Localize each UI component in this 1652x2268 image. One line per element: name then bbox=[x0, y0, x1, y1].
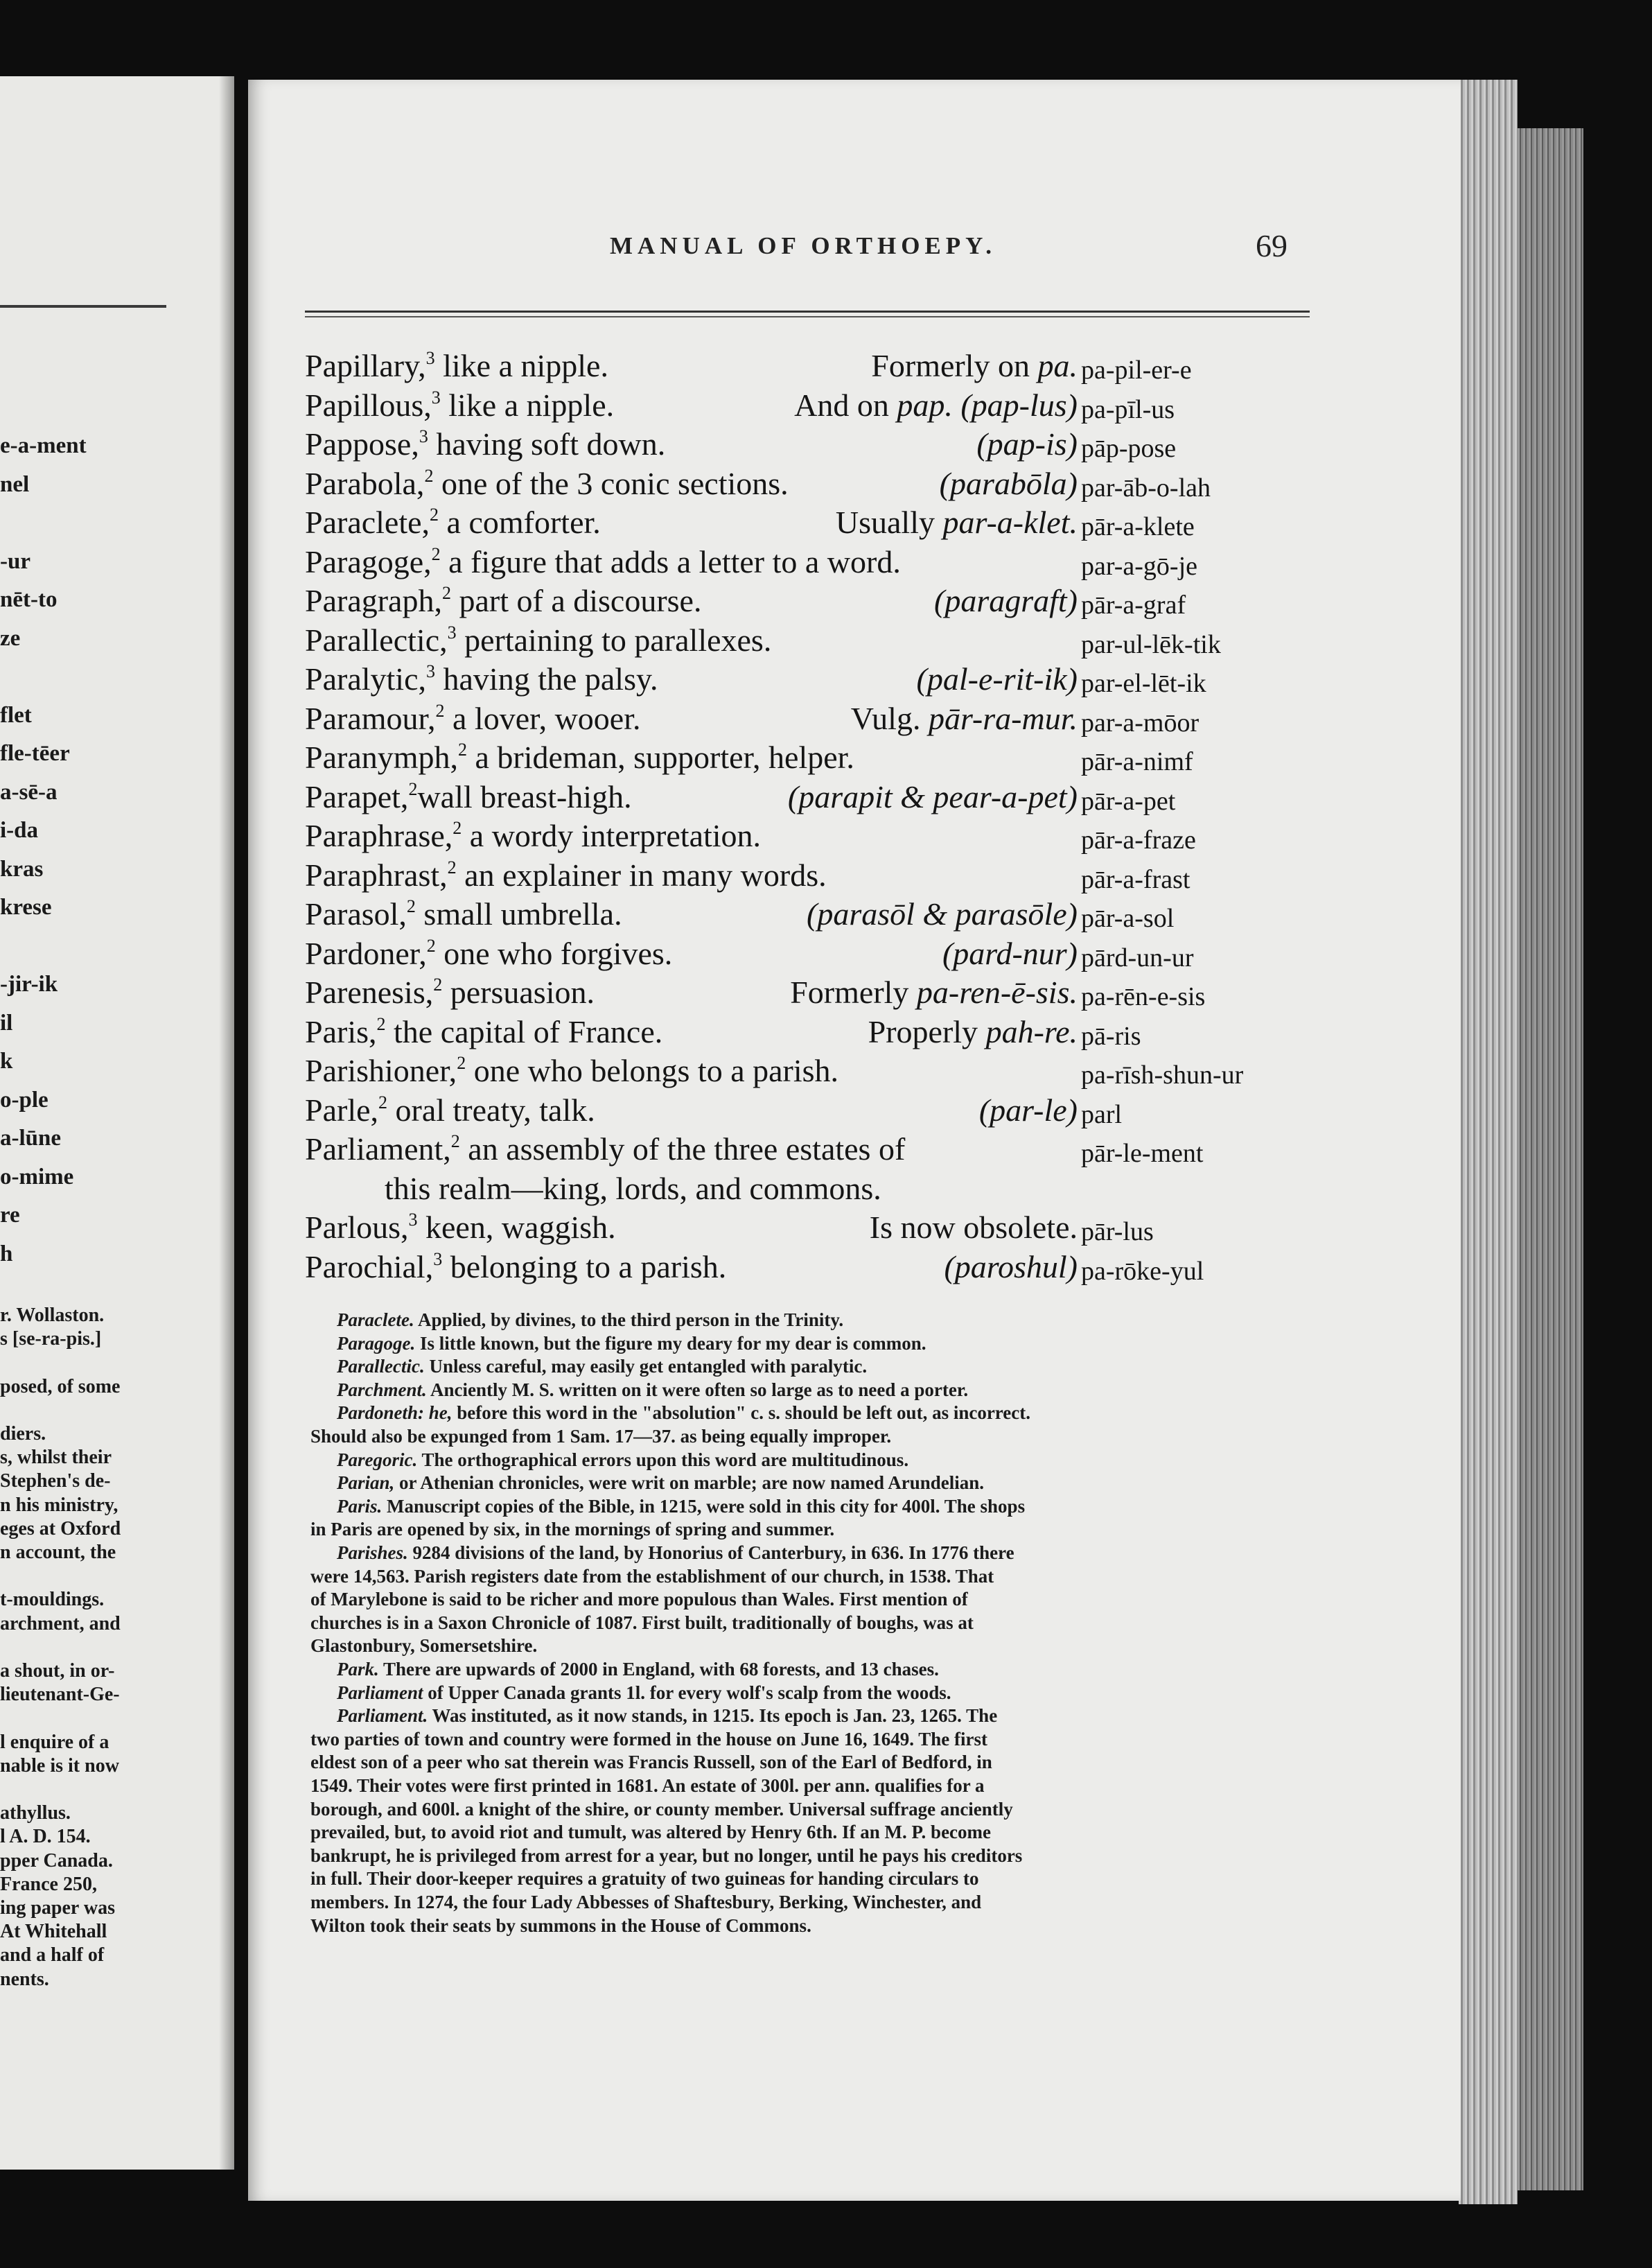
footnote-text: two parties of town and country were formed in the house on June 16, 1649. The first bbox=[310, 1728, 987, 1750]
entry-text: like a nipple. bbox=[434, 348, 608, 383]
left-page-fragment: h bbox=[0, 1241, 13, 1266]
entry-headword: Parochial, bbox=[305, 1248, 434, 1284]
footnote-line bbox=[337, 1449, 1342, 1472]
entry-definition bbox=[305, 778, 632, 817]
page-number: 69 bbox=[1256, 228, 1288, 263]
entry-pronunciation: parl bbox=[1081, 1099, 1123, 1129]
entry-superscript: 2 bbox=[450, 1131, 460, 1151]
running-head: MANUAL OF ORTHOEPY. bbox=[610, 232, 996, 259]
entry-superscript: 2 bbox=[435, 700, 445, 721]
entry-note-italic: pa. bbox=[1037, 348, 1078, 383]
entry-headword: Paraphrast, bbox=[305, 857, 448, 893]
footnote-term: Park. bbox=[337, 1659, 379, 1680]
entry-text: like a nipple. bbox=[440, 387, 615, 423]
footnote-term: Paragoge. bbox=[337, 1332, 416, 1354]
footnote-text: Anciently M. S. written on it were often so large as to need a porter. bbox=[426, 1379, 969, 1400]
left-page-fragment: nable is it now bbox=[0, 1754, 119, 1777]
entry-headword: Parishioner, bbox=[305, 1053, 457, 1088]
entry-pronunciation: pār-a-pet bbox=[1081, 786, 1176, 816]
entry-note-text: Vulg. bbox=[850, 700, 929, 736]
footnote-text: or Athenian chronicles, were writ on marble; are now named Arundelian. bbox=[394, 1472, 985, 1494]
entry-note-italic: (parabōla) bbox=[939, 465, 1078, 501]
footnote-term: Parallectic. bbox=[337, 1356, 425, 1377]
footnote-text: Wilton took their seats by summons in the House of Commons. bbox=[310, 1914, 811, 1936]
entry-superscript: 2 bbox=[458, 740, 468, 760]
entry-definition bbox=[305, 621, 771, 660]
entry-superscript: 3 bbox=[431, 387, 441, 408]
entry-headword: Paragraph, bbox=[305, 583, 442, 618]
entry-row bbox=[305, 543, 1289, 582]
footnote-text: borough, and 600l. a knight of the shire, or county member. Universal suffrage anciently bbox=[310, 1798, 1013, 1820]
left-page-fragment: i-da bbox=[0, 818, 39, 843]
footnote-line bbox=[310, 1634, 1315, 1657]
entry-note bbox=[794, 386, 1078, 425]
footnote-line bbox=[310, 1518, 1315, 1541]
left-page-rule bbox=[0, 305, 166, 308]
entry-note-italic: (parasōl & parasōle) bbox=[807, 896, 1078, 932]
entry-definition bbox=[305, 386, 614, 425]
entry-headword: Paranymph, bbox=[305, 740, 459, 775]
entry-row bbox=[305, 856, 1289, 895]
footnote-term: Paraclete. bbox=[337, 1309, 414, 1330]
footnote-text: of Upper Canada grants 1l. for every wolf's scalp from the woods. bbox=[423, 1682, 951, 1703]
entry-definition bbox=[305, 1091, 595, 1130]
left-page-fragment: e-a-ment bbox=[0, 433, 87, 458]
left-page-fragment: n his ministry, bbox=[0, 1494, 118, 1516]
entry-note bbox=[851, 699, 1078, 738]
footnote-term: Pardoneth: he, bbox=[337, 1402, 452, 1424]
entry-headword: Paris, bbox=[305, 1013, 377, 1049]
entry-superscript: 2 bbox=[426, 935, 436, 956]
entry-superscript: 2 bbox=[447, 857, 457, 878]
entry-pronunciation: pa-pil-er-e bbox=[1081, 356, 1192, 385]
entry-pronunciation: pār-a-frast bbox=[1081, 864, 1190, 894]
entry-row bbox=[305, 660, 1289, 699]
entry-text: oral treaty, talk. bbox=[387, 1092, 595, 1128]
left-page-fragment: s [se-ra-pis.] bbox=[0, 1328, 102, 1350]
entry-headword: Paragoge, bbox=[305, 543, 432, 579]
footnote-line bbox=[310, 1867, 1315, 1890]
entry-text: a comforter. bbox=[439, 505, 601, 540]
entry-note bbox=[790, 973, 1078, 1012]
footnote-term: Parchment. bbox=[337, 1379, 427, 1400]
entry-headword: Papillous, bbox=[305, 387, 432, 423]
entry-note-italic: pār-ra-mur. bbox=[928, 700, 1078, 736]
book-edge-pages bbox=[1459, 80, 1518, 2204]
entry-superscript: 2 bbox=[430, 505, 439, 525]
entry-definition bbox=[305, 1248, 726, 1286]
entry-row bbox=[305, 895, 1289, 934]
entry-note-italic: (par-le) bbox=[978, 1092, 1078, 1128]
entry-superscript: 3 bbox=[447, 622, 457, 643]
entry-pronunciation: par-āb-o-lah bbox=[1081, 473, 1211, 503]
entry-note-text: And on bbox=[794, 387, 897, 423]
entry-pronunciation: pār-a-sol bbox=[1081, 904, 1175, 933]
footnote-text: Glastonbury, Somersetshire. bbox=[310, 1635, 538, 1657]
entry-headword: Paraclete, bbox=[305, 505, 430, 540]
entry-superscript: 2 bbox=[424, 465, 434, 486]
footnote-line bbox=[310, 1612, 1315, 1634]
left-page-fragment: flet bbox=[0, 702, 32, 728]
entry-superscript: 2 bbox=[431, 543, 441, 564]
entry-note-italic: (paroshul) bbox=[944, 1248, 1078, 1284]
entry-note bbox=[934, 582, 1078, 620]
entry-definition bbox=[305, 1130, 905, 1169]
entry-superscript: 2 bbox=[376, 1013, 386, 1034]
footnote-text: in Paris are opened by six, in the mornings of spring and summer. bbox=[310, 1519, 835, 1540]
entry-row bbox=[305, 973, 1289, 1012]
entry-text: an explainer in many words. bbox=[456, 857, 827, 893]
entry-headword: Papillary, bbox=[305, 348, 426, 383]
footnote-line bbox=[337, 1355, 1342, 1378]
header-rule-thin bbox=[305, 316, 1310, 317]
footnote-line bbox=[310, 1891, 1315, 1914]
left-page-fragment: a shout, in or- bbox=[0, 1660, 115, 1682]
entry-pronunciation: pārd-un-ur bbox=[1081, 943, 1194, 972]
footnote-text: members. In 1274, the four Lady Abbesses of Shaftesbury, Berking, Winchester, and bbox=[310, 1892, 982, 1912]
entry-text: a wordy interpretation. bbox=[462, 818, 762, 853]
entry-definition bbox=[305, 543, 901, 582]
footnote-line bbox=[310, 1588, 1315, 1611]
entry-superscript: 2 bbox=[441, 583, 451, 603]
entry-text: having the palsy. bbox=[435, 661, 658, 697]
entry-pronunciation: pā-ris bbox=[1081, 1021, 1141, 1051]
entry-row bbox=[305, 778, 1289, 817]
entry-row bbox=[305, 1091, 1289, 1130]
footnote-text: before this word in the "absolution" c. s. should be left out, as incorrect. bbox=[452, 1402, 1031, 1424]
footnote-line bbox=[337, 1682, 1342, 1704]
left-page-fragment: k bbox=[0, 1049, 13, 1074]
entry-row bbox=[305, 386, 1289, 425]
entry-superscript: 3 bbox=[408, 1210, 418, 1230]
left-page-fragment: a-sē-a bbox=[0, 779, 58, 805]
entry-pronunciation: pa-rēn-e-sis bbox=[1081, 982, 1206, 1011]
left-page-fragment: o-ple bbox=[0, 1087, 49, 1113]
footnote-line bbox=[310, 1821, 1315, 1844]
entry-definition bbox=[305, 464, 789, 503]
entry-note-italic: (paragraft) bbox=[934, 583, 1078, 618]
entry-definition bbox=[305, 425, 665, 464]
footnote-line bbox=[310, 1728, 1315, 1751]
left-page-fragment: nents. bbox=[0, 1968, 49, 1990]
left-page-fragment: athyllus. bbox=[0, 1802, 71, 1824]
entry-row bbox=[305, 699, 1289, 738]
left-page bbox=[0, 76, 234, 2170]
entry-note-italic: par-a-klet. bbox=[942, 505, 1078, 540]
entry-note-italic: pah-re. bbox=[985, 1013, 1078, 1049]
entry-superscript: 3 bbox=[419, 426, 428, 446]
entry-definition bbox=[305, 699, 641, 738]
footnote-text: of Marylebone is said to be richer and more populous than Wales. First mention of bbox=[310, 1589, 968, 1610]
footnote-text: There are upwards of 2000 in England, with 68 forests, and 13 chases. bbox=[378, 1659, 939, 1680]
entry-pronunciation: pār-a-graf bbox=[1081, 591, 1186, 620]
entry-headword: Paramour, bbox=[305, 700, 436, 736]
footnote-line bbox=[337, 1309, 1342, 1332]
footnote-term: Parliament. bbox=[337, 1705, 428, 1727]
left-page-fragment: re bbox=[0, 1203, 20, 1228]
entry-definition bbox=[305, 503, 601, 542]
entry-note bbox=[788, 778, 1078, 817]
entry-pronunciation: pār-a-fraze bbox=[1081, 826, 1196, 855]
entry-definition bbox=[305, 1013, 662, 1052]
footnote-line bbox=[310, 1798, 1315, 1821]
entry-note-italic: (pal-e-rit-ik) bbox=[916, 661, 1078, 697]
left-page-fragment: archment, and bbox=[0, 1612, 121, 1634]
entry-row bbox=[305, 1208, 1289, 1247]
left-page-fragment: kras bbox=[0, 856, 44, 882]
footnote-text: in full. Their door-keeper requires a gratuity of two guineas for handing circulars to bbox=[310, 1868, 979, 1890]
entry-note bbox=[868, 1013, 1078, 1052]
entry-note bbox=[944, 1248, 1078, 1286]
footnote-line bbox=[337, 1704, 1342, 1727]
entry-note bbox=[940, 464, 1078, 503]
footnote-line bbox=[337, 1332, 1342, 1355]
footnote-term: Parishes. bbox=[337, 1542, 408, 1563]
entry-text: having soft down. bbox=[428, 426, 666, 462]
left-page-fragment: ze bbox=[0, 625, 21, 651]
left-page-fragment: r. Wollaston. bbox=[0, 1305, 105, 1326]
entry-note bbox=[807, 895, 1078, 934]
footnote-term: Parliament bbox=[337, 1682, 423, 1703]
footnote-text: 9284 divisions of the land, by Honorius of Canterbury, in 636. In 1776 there bbox=[407, 1542, 1014, 1563]
entry-row bbox=[305, 1248, 1289, 1286]
footnote-term: Parian, bbox=[337, 1472, 395, 1494]
entry-text: small umbrella. bbox=[415, 896, 622, 932]
footnote-line bbox=[337, 1379, 1342, 1402]
entry-text: one of the 3 conic sections. bbox=[433, 465, 789, 501]
left-page-fragment: France 250, bbox=[0, 1873, 97, 1895]
footnote-line bbox=[337, 1542, 1342, 1564]
left-page-fragment: At Whitehall bbox=[0, 1921, 107, 1943]
footnote-line bbox=[310, 1774, 1315, 1797]
footnote-line bbox=[337, 1472, 1342, 1494]
entry-definition bbox=[305, 973, 595, 1012]
entry-row bbox=[305, 1013, 1289, 1052]
entry-pronunciation: pa-pīl-us bbox=[1081, 394, 1175, 424]
entry-superscript: 3 bbox=[433, 1248, 443, 1269]
footnote-line bbox=[310, 1914, 1315, 1937]
left-page-fragment: diers. bbox=[0, 1423, 46, 1445]
header-rule bbox=[305, 311, 1310, 313]
entry-row bbox=[305, 1052, 1289, 1090]
entry-definition bbox=[305, 347, 608, 385]
entry-superscript: 2 bbox=[408, 778, 418, 799]
entry-text: pertaining to parallexes. bbox=[456, 622, 772, 658]
left-page-fragment: a-lūne bbox=[0, 1126, 62, 1151]
entry-definition bbox=[305, 817, 761, 855]
entry-row bbox=[305, 503, 1289, 542]
footnote-text: The orthographical errors upon this word are multitudinous. bbox=[417, 1449, 909, 1470]
footnote-line bbox=[310, 1751, 1315, 1774]
left-page-fragment: fle-tēer bbox=[0, 741, 70, 766]
left-page-fragment: l A. D. 154. bbox=[0, 1826, 91, 1848]
entry-pronunciation: par-ul-lēk-tik bbox=[1081, 629, 1221, 659]
left-page-fragment: Stephen's de- bbox=[0, 1470, 111, 1492]
entry-pronunciation: pa-rōke-yul bbox=[1081, 1256, 1204, 1286]
entry-note-text: Formerly bbox=[790, 975, 917, 1010]
entry-definition bbox=[305, 856, 827, 895]
entry-text: keen, waggish. bbox=[417, 1210, 616, 1245]
footnote-text: Applied, by divines, to the third person in the Trinity. bbox=[414, 1309, 844, 1330]
left-page-fragment: nel bbox=[0, 471, 30, 497]
entry-superscript: 3 bbox=[425, 348, 435, 368]
footnote-text: Was instituted, as it now stands, in 1215. Its epoch is Jan. 23, 1265. The bbox=[428, 1705, 998, 1727]
entry-row bbox=[305, 347, 1289, 385]
entry-text: an assembly of the three estates of bbox=[459, 1131, 906, 1167]
entry-pronunciation: par-el-lēt-ik bbox=[1081, 669, 1206, 698]
entry-note bbox=[942, 934, 1078, 973]
entry-note bbox=[836, 503, 1078, 542]
entry-text: a figure that adds a letter to a word. bbox=[440, 543, 901, 579]
entry-pronunciation: par-a-mōor bbox=[1081, 708, 1200, 738]
entry-note bbox=[979, 1091, 1078, 1130]
entry-superscript: 2 bbox=[378, 1092, 388, 1113]
footnote-term: Paregoric. bbox=[337, 1449, 418, 1470]
entry-headword: Parabola, bbox=[305, 465, 425, 501]
entry-note bbox=[917, 660, 1078, 699]
footnote-text: churches is in a Saxon Chronicle of 1087. First built, traditionally of boughs, was at bbox=[310, 1612, 974, 1633]
entry-row bbox=[305, 582, 1289, 620]
footnote-term: Paris. bbox=[337, 1495, 383, 1517]
entry-row bbox=[305, 738, 1289, 777]
left-page-fragment: eges at Oxford bbox=[0, 1517, 121, 1539]
entry-pronunciation: pār-a-klete bbox=[1081, 512, 1195, 541]
entry-text: belonging to a parish. bbox=[442, 1248, 727, 1284]
entry-row bbox=[305, 1169, 1289, 1208]
entry-note bbox=[871, 347, 1078, 385]
left-page-fragment: posed, of some bbox=[0, 1375, 121, 1397]
entry-definition bbox=[385, 1169, 881, 1208]
entry-headword: Parlous, bbox=[305, 1210, 409, 1245]
entry-text: part of a discourse. bbox=[450, 583, 702, 618]
footnote-text: Should also be expunged from 1 Sam. 17—37. as being equally improper. bbox=[310, 1426, 892, 1447]
entry-note-italic: pap. (pap-lus) bbox=[897, 387, 1078, 423]
entry-pronunciation: pār-lus bbox=[1081, 1217, 1154, 1246]
entry-row bbox=[305, 817, 1289, 855]
entry-superscript: 3 bbox=[426, 661, 435, 681]
entry-pronunciation: pa-rīsh-shun-ur bbox=[1081, 1061, 1244, 1090]
footnote-text: were 14,563. Parish registers date from the establishment of our church, in 1538. That bbox=[310, 1565, 994, 1587]
footnote-line bbox=[310, 1565, 1315, 1588]
left-page-fragment: n account, the bbox=[0, 1542, 116, 1563]
entry-note-text: Is now obsolete. bbox=[869, 1210, 1078, 1245]
entry-headword: Parliament, bbox=[305, 1131, 451, 1167]
entry-text: wall breast-high. bbox=[417, 778, 632, 814]
entry-headword: Parle, bbox=[305, 1092, 379, 1128]
footnote-line bbox=[337, 1402, 1342, 1424]
entry-note-text: Usually bbox=[835, 505, 943, 540]
entry-pronunciation: pār-a-nimf bbox=[1081, 747, 1193, 776]
entry-headword: Paralytic, bbox=[305, 661, 426, 697]
left-page-fragment: krese bbox=[0, 895, 52, 920]
entry-superscript: 2 bbox=[452, 818, 462, 838]
entry-headword: Paraphrase, bbox=[305, 818, 453, 853]
entry-definition bbox=[305, 1208, 616, 1247]
entry-headword: Parallectic, bbox=[305, 622, 448, 658]
entry-note-text: Properly bbox=[868, 1013, 986, 1049]
left-page-fragment: lieutenant-Ge- bbox=[0, 1684, 120, 1706]
entry-definition bbox=[305, 660, 658, 699]
footnote-line bbox=[310, 1844, 1315, 1867]
footnote-text: prevailed, but, to avoid riot and tumult, was altered by Henry 6th. If an M. P. become bbox=[310, 1822, 992, 1843]
entry-definition bbox=[305, 582, 701, 620]
entry-row bbox=[305, 934, 1289, 973]
left-page-fragment: o-mime bbox=[0, 1164, 74, 1189]
entry-headword: Pappose, bbox=[305, 426, 419, 462]
entry-headword: Pardoner, bbox=[305, 935, 427, 971]
entry-text: one who belongs to a parish. bbox=[466, 1053, 839, 1088]
entry-row bbox=[305, 425, 1289, 464]
entry-note-text: Formerly on bbox=[871, 348, 1038, 383]
entry-text: persuasion. bbox=[442, 975, 595, 1010]
entry-row bbox=[305, 1130, 1289, 1169]
book-edge-outer bbox=[1518, 128, 1583, 2190]
footnote-line bbox=[337, 1658, 1342, 1681]
left-page-fragment: and a half of bbox=[0, 1944, 105, 1966]
left-page-fragment: il bbox=[0, 1010, 13, 1036]
left-page-fragment: l enquire of a bbox=[0, 1731, 109, 1753]
entry-definition bbox=[305, 934, 672, 973]
left-page-fragment: -ur bbox=[0, 548, 30, 574]
left-page-fragment: s, whilst their bbox=[0, 1447, 112, 1469]
entry-text: a brideman, supporter, helper. bbox=[467, 740, 854, 775]
entry-note-italic: (pard-nur) bbox=[942, 935, 1078, 971]
entry-text: this realm—king, lords, and commons. bbox=[385, 1170, 881, 1206]
footnote-text: Is little known, but the figure my deary for my dear is common. bbox=[415, 1332, 926, 1354]
footnote-text: Manuscript copies of the Bible, in 1215, were sold in this city for 400l. The shops bbox=[382, 1495, 1026, 1517]
entry-superscript: 2 bbox=[433, 975, 443, 995]
entry-pronunciation: pāp-pose bbox=[1081, 434, 1177, 463]
entry-superscript: 2 bbox=[406, 896, 416, 916]
footnote-text: eldest son of a peer who sat therein was Francis Russell, son of the Earl of Bedford, in bbox=[310, 1752, 992, 1773]
entry-row bbox=[305, 464, 1289, 503]
entry-note bbox=[870, 1208, 1078, 1247]
entry-note bbox=[976, 425, 1078, 464]
entry-note-italic: pa-ren-ē-sis. bbox=[916, 975, 1078, 1010]
entry-text: the capital of France. bbox=[385, 1013, 663, 1049]
left-page-fragment: t-mouldings. bbox=[0, 1589, 105, 1611]
footnote-text: Unless careful, may easily get entangled with paralytic. bbox=[424, 1356, 868, 1377]
entry-headword: Parapet, bbox=[305, 778, 409, 814]
entry-note-italic: (parapit & pear-a-pet) bbox=[787, 778, 1078, 814]
footnote-line bbox=[337, 1495, 1342, 1518]
left-page-fragment: -jir-ik bbox=[0, 972, 58, 997]
left-page-fragment: pper Canada. bbox=[0, 1849, 113, 1872]
entry-row bbox=[305, 621, 1289, 660]
entry-headword: Parenesis, bbox=[305, 975, 434, 1010]
entry-definition bbox=[305, 738, 854, 777]
footnote-text: 1549. Their votes were first printed in 1681. An estate of 300l. per ann. qualifies for a bbox=[310, 1775, 985, 1796]
entry-text: a lover, wooer. bbox=[444, 700, 641, 736]
left-page-fragment: nēt-to bbox=[0, 587, 58, 612]
entry-definition bbox=[305, 1052, 838, 1090]
footnote-text: bankrupt, he is privileged from arrest for a year, but no longer, until he pays his creditors bbox=[310, 1844, 1023, 1866]
entry-text: one who forgives. bbox=[435, 935, 673, 971]
entry-pronunciation: par-a-gō-je bbox=[1081, 551, 1198, 581]
entry-definition bbox=[305, 895, 622, 934]
left-page-fragment: ing paper was bbox=[0, 1897, 115, 1919]
entry-note-italic: (pap-is) bbox=[976, 426, 1078, 462]
entry-headword: Parasol, bbox=[305, 896, 407, 932]
entry-superscript: 2 bbox=[457, 1053, 466, 1073]
footnote-line bbox=[310, 1425, 1315, 1448]
entry-pronunciation: pār-le-ment bbox=[1081, 1139, 1204, 1168]
gutter-shadow bbox=[219, 76, 234, 2170]
